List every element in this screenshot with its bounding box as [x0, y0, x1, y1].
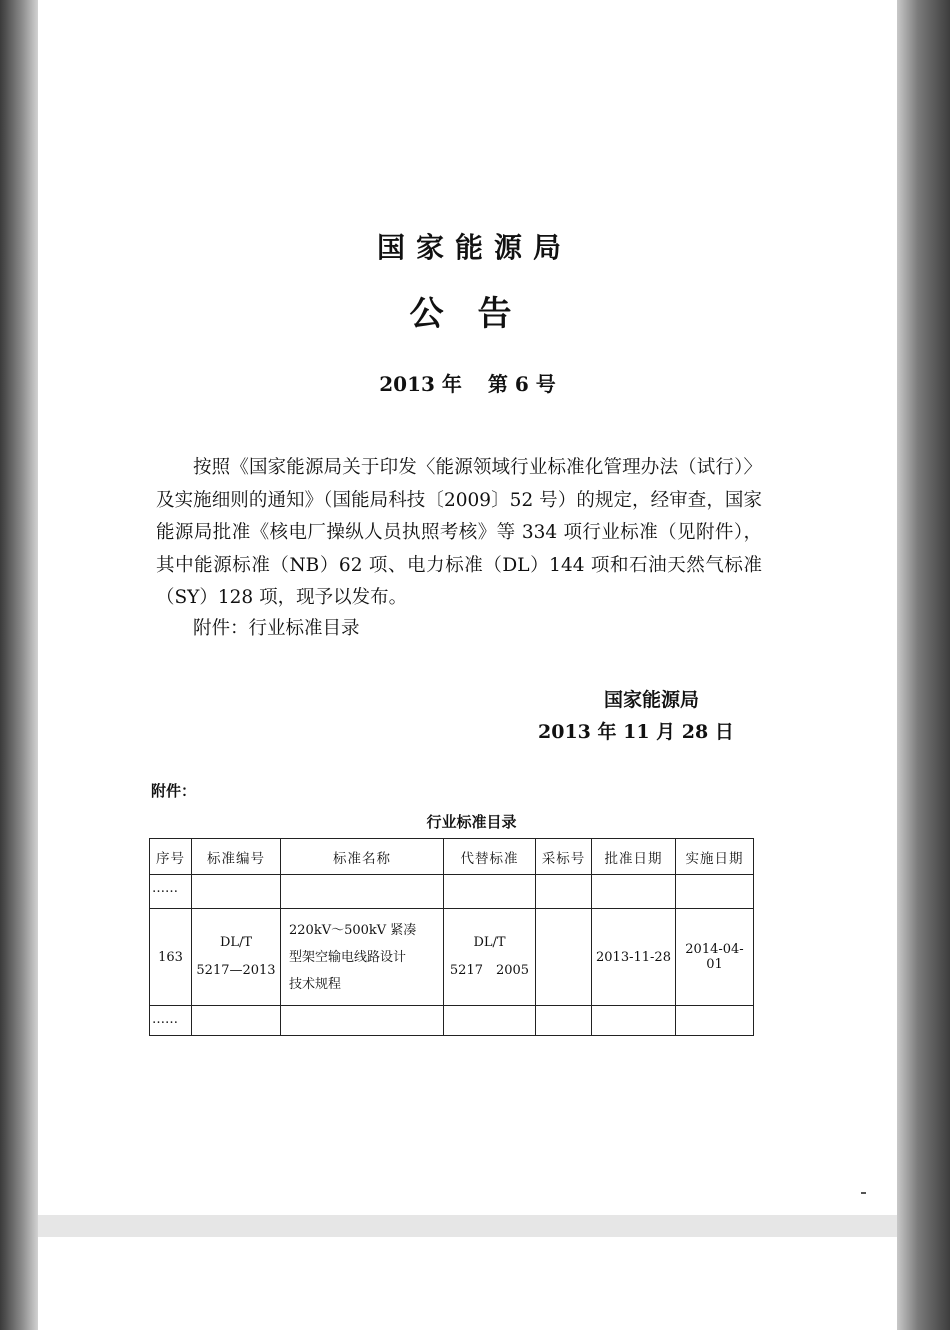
row-seq: 163 — [150, 909, 192, 1006]
row-code-line1: DL/T — [219, 935, 253, 950]
issue-number: 第 6 号 — [487, 372, 556, 396]
row-code — [192, 909, 281, 1006]
viewer-left-margin — [0, 0, 38, 1330]
ellipsis-cell: …… — [150, 1006, 192, 1036]
viewer-right-margin — [897, 0, 950, 1330]
standards-catalog-table — [149, 838, 754, 1036]
notice-subtitle: 公告 — [409, 294, 546, 334]
row-effective-date: 2014-04-01 — [676, 909, 754, 1006]
row-name-line2: 型架空输电线路设计 — [289, 949, 407, 965]
table-row — [150, 875, 754, 909]
annex-table-title: 行业标准目录 — [426, 813, 517, 831]
row-name-line3: 技术规程 — [289, 976, 342, 992]
signature-organization: 国家能源局 — [604, 689, 700, 711]
document-page-1[interactable] — [38, 0, 897, 1215]
signature-date: 2013 年 11 月 28 日 — [538, 721, 734, 743]
row-approve-date: 2013-11-28 — [592, 909, 676, 1006]
row-code-line2: 5217—2013 — [196, 963, 276, 978]
header-approve-date: 批准日期 — [592, 839, 676, 875]
table-row — [150, 909, 754, 1006]
header-code: 标准编号 — [192, 839, 281, 875]
row-replace — [444, 909, 536, 1006]
header-effective-date: 实施日期 — [676, 839, 754, 875]
notice-annex-reference: 附件：行业标准目录 — [193, 618, 360, 639]
notice-body: 按照《国家能源局关于印发〈能源领域行业标准化管理办法（试行）〉及实施细则的通知》（国能局科技〔2009〕52 号）的规定，经审查，国家能源局批准《核电厂操纵人员执照考核》等 334 项行业标准（见附件），其中能源标准（NB）62 项、电力标准（DL）144 项和石油天然气标准（SY）128 项，现予以发布。 — [156, 457, 762, 608]
ellipsis-cell: …… — [150, 875, 192, 909]
notice-title: 国家能源局 — [376, 231, 572, 264]
header-replace: 代替标准 — [444, 839, 536, 875]
notice-issue — [38, 368, 897, 397]
row-replace-line1: DL/T — [473, 935, 506, 950]
table-header-row — [150, 839, 754, 875]
table-row — [150, 1006, 754, 1036]
row-replace-line2: 5217 2005 — [449, 963, 530, 978]
header-adopt: 采标号 — [536, 839, 592, 875]
row-adopt — [536, 909, 592, 1006]
header-name: 标准名称 — [281, 839, 444, 875]
row-name — [281, 909, 444, 1006]
header-seq: 序号 — [150, 839, 192, 875]
issue-year: 2013 年 — [379, 372, 462, 396]
annex-label: 附件： — [151, 782, 197, 800]
document-page-2[interactable] — [38, 1237, 897, 1330]
row-name-line1: 220kV～500kV 紧凑 — [289, 922, 417, 938]
page-scan-mark — [861, 1192, 866, 1194]
